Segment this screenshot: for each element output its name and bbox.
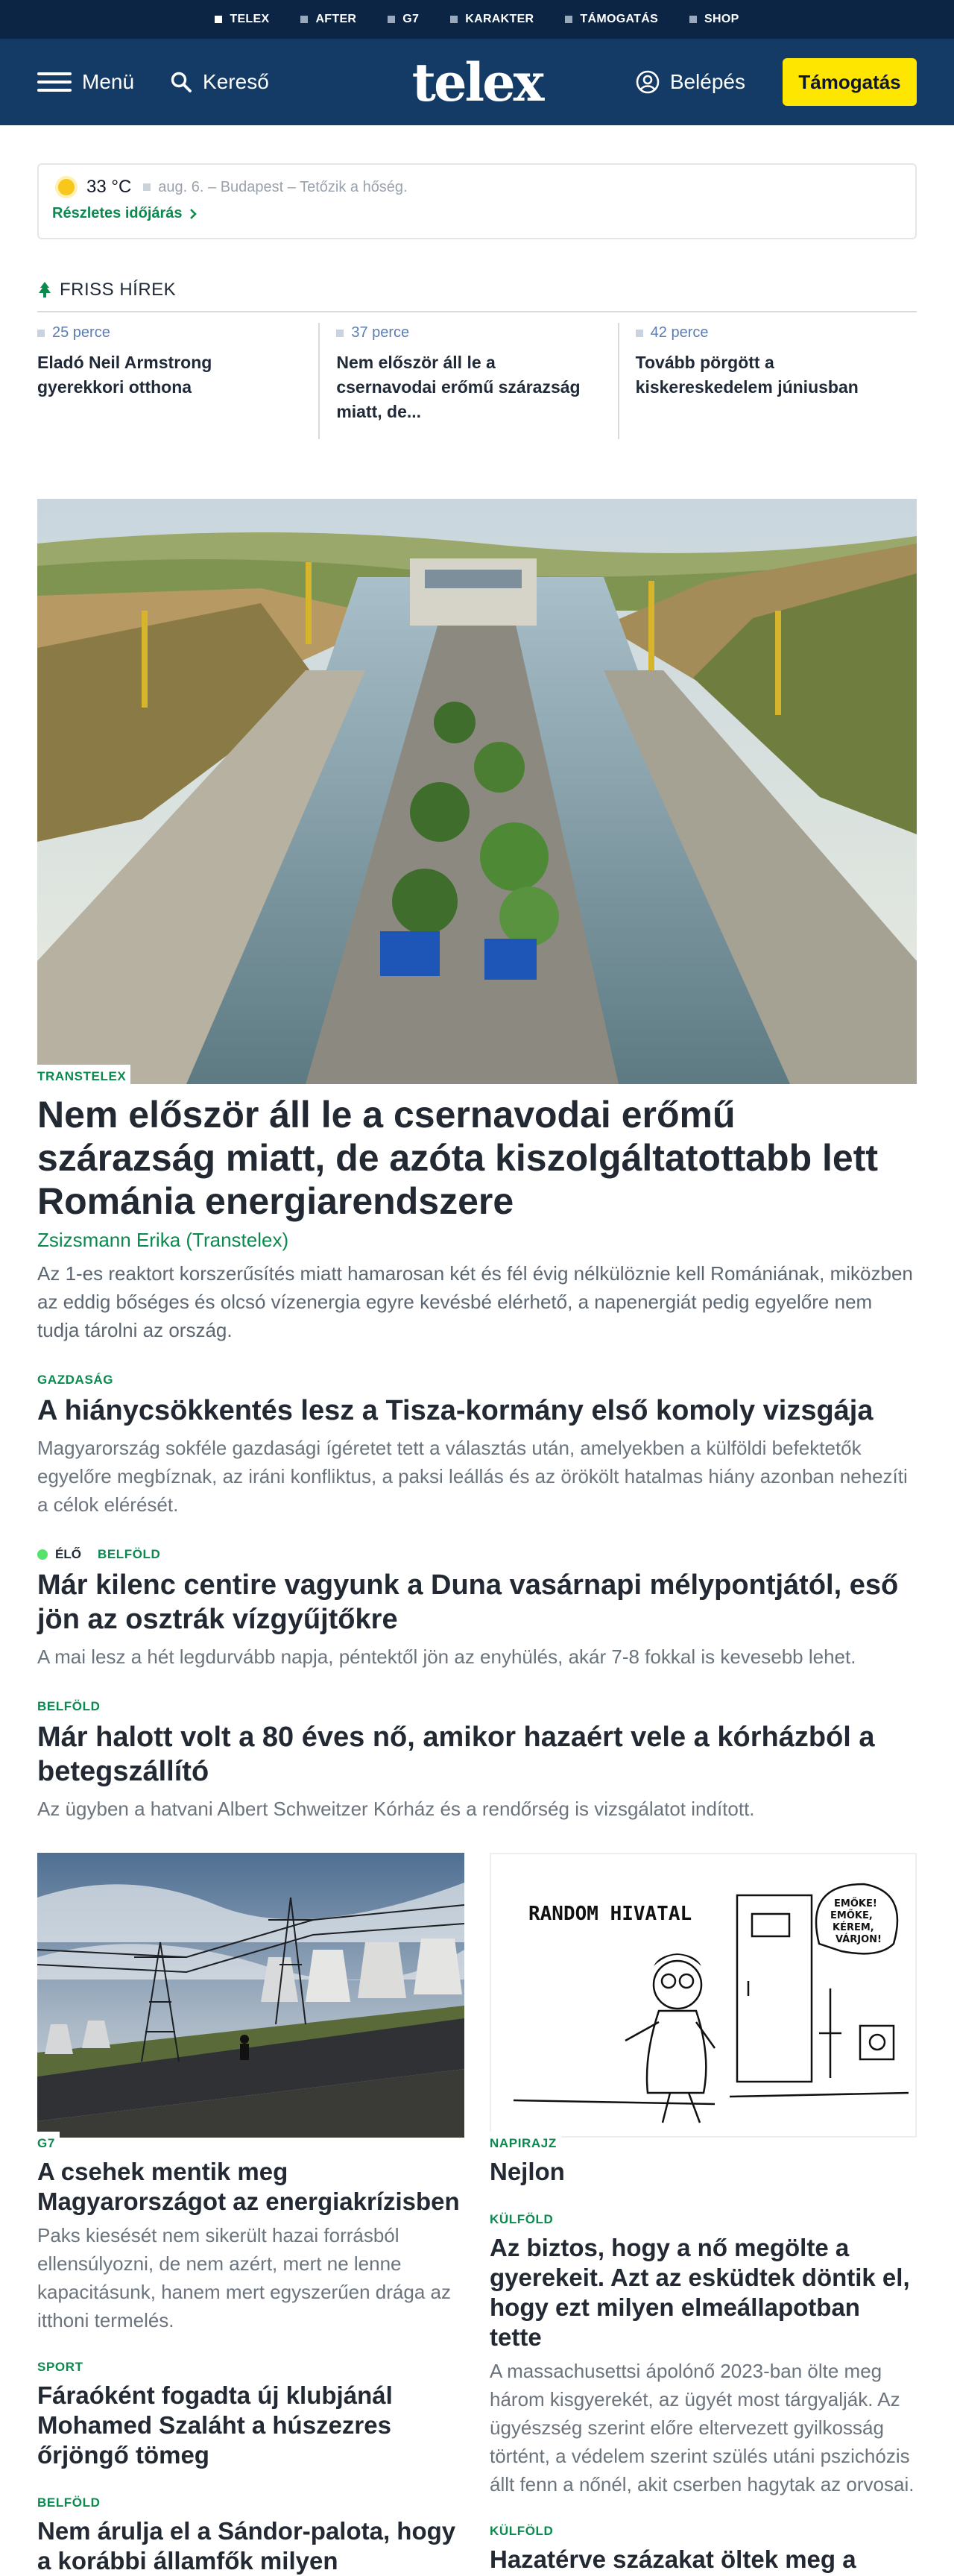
article-lede: Paks kiesését nem sikerült hazai forrásból ellensúlyozni, de nem azért, mert ne lenne kapacitásunk, hanem mert egyszerűen drága az itthoni termelés. [37, 2224, 451, 2331]
svg-text:EMŐKE,: EMŐKE, [830, 1910, 873, 1921]
fresh-news-title: FRISS HÍREK [60, 280, 177, 300]
article-headline[interactable]: A hiánycsökkentés lesz a Tisza-kormány első komoly vizsgája [37, 1395, 874, 1426]
fresh-news-item[interactable] [618, 323, 917, 439]
time-label: 42 perce [650, 324, 709, 341]
live-badge [37, 1547, 81, 1562]
topnav-label: TELEX [230, 13, 270, 25]
article-thumbnail[interactable] [37, 1853, 464, 2138]
topnav-after[interactable] [300, 13, 356, 26]
sun-icon [58, 179, 75, 195]
weather-row [52, 177, 902, 198]
article-lede: Az ügyben a hatvani Albert Schweitzer Kórház és a rendőrség is vizsgálatot indított. [37, 1798, 755, 1820]
square-bullet-icon [565, 16, 572, 23]
fresh-news-item[interactable] [318, 323, 617, 439]
topnav-label: G7 [402, 13, 420, 25]
article-category-tag[interactable]: BELFÖLD [37, 2495, 101, 2510]
lead-image[interactable] [37, 499, 917, 1084]
chevron-right-icon [189, 208, 198, 220]
fresh-news-headline: Eladó Neil Armstrong gyerekkori otthona [37, 353, 212, 397]
weather-details-link[interactable] [52, 205, 902, 222]
topnav-label: KARAKTER [465, 13, 534, 25]
article-category-tag[interactable]: SPORT [37, 2360, 83, 2374]
square-bullet-icon [336, 330, 344, 337]
weather-description [143, 179, 407, 196]
article-headline[interactable]: Fáraóként fogadta új klubjánál Mohamed Szaláht a húszezres őrjöngő tömeg [37, 2381, 393, 2469]
topnav-karakter[interactable] [450, 13, 534, 26]
fresh-news-time [37, 324, 300, 341]
svg-text:EMŐKE!: EMŐKE! [834, 1898, 877, 1909]
article-item [37, 1547, 917, 1671]
fresh-news-heading [37, 280, 917, 312]
cartoon-thumbnail[interactable] [490, 1853, 917, 2138]
square-bullet-icon [388, 16, 395, 23]
square-bullet-icon [689, 16, 697, 23]
topnav-label: SHOP [704, 13, 739, 25]
article-card [37, 2360, 464, 2470]
article-category-tag[interactable]: KÜLFÖLD [490, 2524, 554, 2538]
article-card [490, 2212, 917, 2498]
article-tags [37, 1547, 917, 1562]
left-column [37, 1853, 464, 2576]
article-lede: Magyarország sokféle gazdasági ígéretet tett a választás után, amelyekben a külföldi befektetők egyelőre megbíznak, az iráni konfliktus, a paksi leállás és az örökölt hatalmas hiány azonban nehezíti a célok elérését. [37, 1437, 908, 1516]
weather-desc-text: aug. 6. – Budapest – Tetőzik a hőség. [158, 178, 408, 195]
topnav-g7[interactable] [388, 13, 419, 26]
article-card [490, 2524, 917, 2575]
article-headline[interactable]: Már halott volt a 80 éves nő, amikor hazaért vele a kórházból a betegszállító [37, 1722, 875, 1787]
weather-widget [37, 163, 917, 239]
right-column [490, 1853, 917, 2576]
live-dot-icon [37, 1549, 48, 1560]
article-headline[interactable]: Már kilenc centire vagyunk a Duna vasárnapi mélypontjától, eső jön az osztrák vízgyűjtőkre [37, 1569, 899, 1635]
topnav-telex[interactable] [215, 13, 269, 26]
article-headline[interactable]: Nem árulja el a Sándor-palota, hogy a korábbi államfők milyen [37, 2517, 456, 2575]
top-strip-nav [0, 0, 954, 39]
user-icon [636, 70, 660, 94]
login-button[interactable] [636, 70, 745, 94]
square-bullet-icon [300, 16, 308, 23]
search-label: Kereső [203, 70, 269, 93]
fresh-news-item[interactable] [37, 323, 318, 439]
article-headline[interactable]: Nejlon [490, 2158, 565, 2185]
fresh-news-headline: Nem először áll le a csernavodai erőmű szárazság miatt, de... [336, 353, 581, 421]
article-lede: A mai lesz a hét legdurvább napja, péntektől jön az enyhülés, akár 7-8 fokkal is kevesebb lehet. [37, 1646, 856, 1668]
weather-temperature: 33 °C [86, 177, 132, 197]
article-card [490, 1853, 917, 2187]
menu-button[interactable] [37, 70, 134, 94]
fresh-news [37, 280, 917, 439]
square-bullet-icon [636, 330, 643, 337]
article-item [37, 1373, 917, 1519]
site-header [0, 39, 954, 125]
main-content [37, 163, 917, 2576]
header-left [37, 70, 269, 94]
support-button[interactable]: Támogatás [783, 58, 917, 106]
cartoon-sign-text: RANDOM HIVATAL [528, 1903, 692, 1925]
article-category-tag[interactable]: G7 [37, 2132, 60, 2151]
fresh-news-list [37, 323, 917, 439]
fresh-news-time [636, 324, 899, 341]
article-category-tag[interactable]: NAPIRAJZ [490, 2132, 561, 2151]
article-category-tag[interactable]: BELFÖLD [97, 1547, 161, 1561]
article-category-tag[interactable]: GAZDASÁG [37, 1373, 114, 1387]
header-right [636, 58, 917, 106]
article-category-tag[interactable]: KÜLFÖLD [490, 2212, 554, 2226]
tree-icon [37, 281, 52, 299]
article-headline[interactable]: Az biztos, hogy a nő megölte a gyerekeit. Azt az esküdtek döntik el, hogy ezt milyen elmeállapotban tette [490, 2234, 910, 2351]
two-column-section [37, 1853, 917, 2576]
fresh-news-headline: Tovább pörgött a kiskereskedelem júniusban [635, 353, 859, 397]
site-logo[interactable]: telex [411, 51, 543, 113]
cartoon-drawing [491, 1854, 915, 2136]
lead-lede: Az 1-es reaktort korszerűsítés miatt hamarosan két és fél évig nélkülöznie kell Romániának, miközben az eddig bőséges és olcsó vízenergia egyre kevésbé elérhető, a napenergiát pedig egyelőre nem tudja tárolni az ország. [37, 1262, 913, 1341]
topnav-label: AFTER [315, 13, 357, 25]
square-bullet-icon [215, 16, 222, 23]
topnav-label: TÁMOGATÁS [580, 13, 659, 25]
canal-lock-photo [37, 499, 917, 1084]
fresh-news-time [336, 324, 599, 341]
square-bullet-icon [450, 16, 458, 23]
article-item [37, 1699, 917, 1823]
weather-link-label: Részletes időjárás [52, 205, 183, 221]
lead-category-tag[interactable]: TRANSTELEX [37, 1065, 130, 1084]
article-headline[interactable]: A csehek mentik meg Magyarországot az energiakrízisben [37, 2158, 460, 2215]
article-headline[interactable]: Hazatérve százakat öltek meg a [490, 2545, 856, 2573]
menu-label: Menü [82, 70, 135, 93]
power-plant-photo [37, 1853, 464, 2138]
login-label: Belépés [669, 70, 745, 93]
article-lede: A massachusettsi ápolónő 2023-ban ölte meg három kisgyerekét, az ügyét most tárgyalják. Az ügyészség szerint előre eltervezett gyilkosság történt, a védelem szerint szülés utáni pszichózis állt fenn a nőnél, akit cserben hagytak az orvosai. [490, 2360, 914, 2495]
time-label: 37 perce [351, 324, 410, 341]
svg-text:KÉREM,: KÉREM, [833, 1922, 874, 1933]
search-button[interactable] [170, 70, 269, 94]
time-label: 25 perce [52, 324, 110, 341]
article-card [37, 2495, 464, 2576]
square-bullet-icon [143, 183, 151, 191]
lead-headline[interactable]: Nem először áll le a csernavodai erőmű szárazság miatt, de azóta kiszolgáltatottabb lett Románia energiarendszere [37, 1094, 879, 1222]
topnav-tamogatas[interactable] [565, 13, 658, 26]
lead-author[interactable]: Zsizsmann Erika (Transtelex) [37, 1229, 289, 1251]
lead-article [37, 499, 917, 1344]
square-bullet-icon [37, 330, 45, 337]
svg-text:VÁRJON!: VÁRJON! [835, 1934, 882, 1945]
article-category-tag[interactable]: BELFÖLD [37, 1699, 101, 1713]
search-icon [170, 71, 192, 93]
topnav-shop[interactable] [689, 13, 739, 26]
article-card [37, 1853, 464, 2334]
live-label: ÉLŐ [55, 1547, 81, 1561]
hamburger-icon [37, 72, 72, 92]
